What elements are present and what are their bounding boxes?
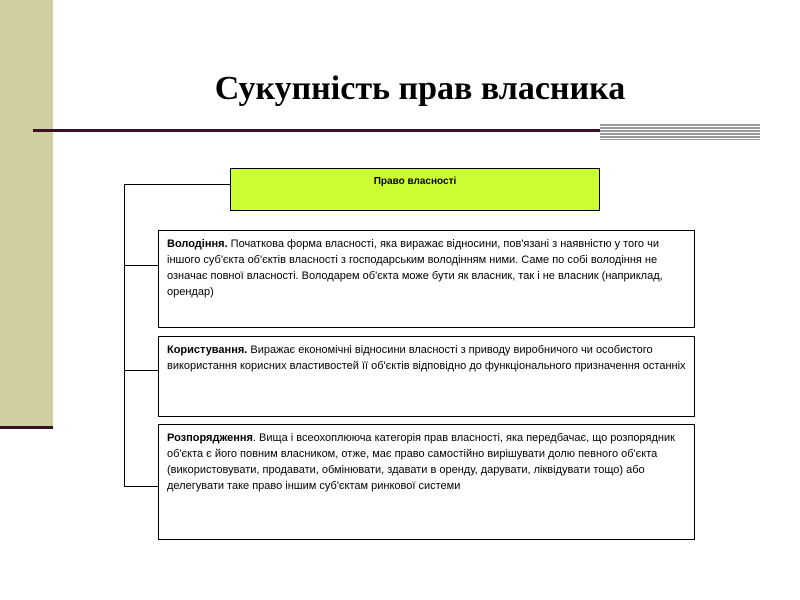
decorative-side-bar bbox=[0, 0, 53, 426]
node-disposal bbox=[158, 424, 695, 540]
connector-vertical bbox=[124, 184, 125, 487]
root-node-property-right bbox=[230, 168, 600, 211]
connector-root-horizontal bbox=[124, 184, 230, 185]
node-possession-text: Початкова форма власності, яка виражає відносини, пов'язані з наявністю у того чи іншого суб'єкта об'єктів власності з господарським володінням ними. Саме по собі володіння не означає повної власності. Володарем об'єкта може бути як власник, так і не власник (наприклад, орендар) bbox=[167, 238, 663, 298]
connector-branch-use bbox=[124, 370, 158, 371]
connector-branch-possession bbox=[124, 265, 158, 266]
node-possession bbox=[158, 230, 695, 328]
node-disposal-term: Розпорядження bbox=[167, 432, 253, 444]
node-use-text: Виражає економічні відносини власності з приводу виробничого чи особистого використання корисних властивостей її об'єктів відповідно до функціонального призначення останніх bbox=[167, 344, 686, 372]
node-disposal-text: . Вища і всеохоплююча категорія прав власності, яка передбачає, що розпорядник об'єкта є його повним власником, отже, має право самостійно вирішувати долю певного об'єкта (використовувати, продавати, обмінювати, здавати в оренду, дарувати, ліквідувати тощо) або делегувати таке право іншим суб'єктам ринкової системи bbox=[167, 432, 675, 492]
node-use bbox=[158, 336, 695, 417]
node-possession-term: Володіння. bbox=[167, 238, 228, 250]
node-use-term: Користування. bbox=[167, 344, 248, 356]
title-divider-stripes bbox=[600, 124, 760, 140]
root-node-label: Право власності bbox=[373, 176, 457, 187]
decorative-side-bar-underline bbox=[0, 426, 53, 429]
title-divider-line bbox=[33, 129, 600, 132]
connector-branch-disposal bbox=[124, 486, 158, 487]
slide-title: Сукупність прав власника bbox=[214, 70, 626, 107]
